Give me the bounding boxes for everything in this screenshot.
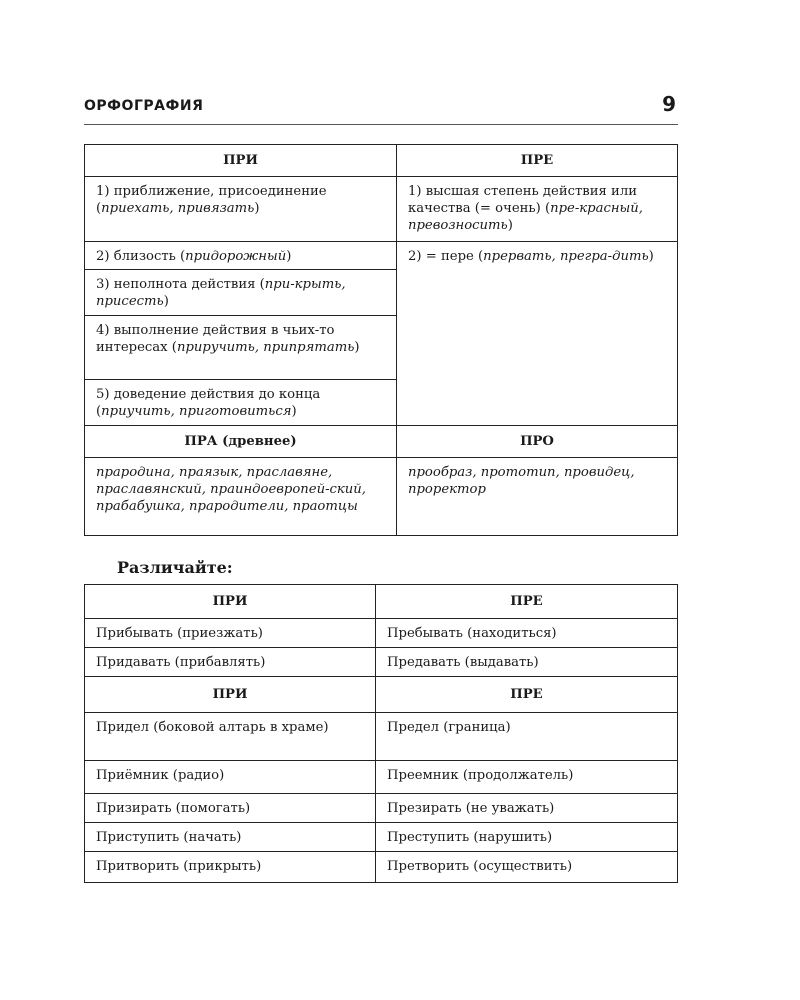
- section-subtitle: Различайте:: [117, 558, 233, 577]
- table-row-pre: Предел (граница): [376, 713, 678, 761]
- header-pre: ПРЕ: [376, 677, 678, 713]
- table-row-pri: Притворить (прикрыть): [85, 852, 376, 883]
- header-pri: ПРИ: [85, 585, 376, 619]
- pro-examples: прообраз, прототип, провидец, проректор: [397, 458, 678, 536]
- table-row-pre: Претворить (осуществить): [376, 852, 678, 883]
- table-row-pri: Призирать (помогать): [85, 794, 376, 823]
- table-row-pri: Придавать (прибавлять): [85, 648, 376, 677]
- header-pro: ПРО: [397, 426, 678, 458]
- header-pre: ПРЕ: [376, 585, 678, 619]
- table-row-pri: Придел (боковой алтарь в храме): [85, 713, 376, 761]
- table-row-pri: Приёмник (радио): [85, 761, 376, 794]
- table-row-pre: Преемник (продолжатель): [376, 761, 678, 794]
- pri-meaning-3: 3) неполнота действия (при-крыть, присесть): [85, 270, 397, 316]
- pra-examples: прародина, праязык, праславяне, праславянский, праиндоевропей-ский, прабабушка, прародители, праотцы: [85, 458, 397, 536]
- header-pra: ПРА (древнее): [85, 426, 397, 458]
- header-pri: ПРИ: [85, 677, 376, 713]
- table-row-pre: Презирать (не уважать): [376, 794, 678, 823]
- chapter-title: ОРФОГРАФИЯ: [84, 98, 204, 114]
- pri-meaning-4: 4) выполнение действия в чьих-то интересах (приручить, припрятать): [85, 316, 397, 380]
- table-row-pri: Приступить (начать): [85, 823, 376, 852]
- table-row-pre: Предавать (выдавать): [376, 648, 678, 677]
- prefix-meaning-table: [84, 144, 678, 536]
- pri-meaning-2: 2) близость (придорожный): [85, 242, 397, 270]
- table-row-pri: Прибывать (приезжать): [85, 619, 376, 648]
- pre-meaning-1: 1) высшая степень действия или качества (= очень) (пре-красный, превозносить): [397, 177, 678, 242]
- table-row-pre: Преступить (нарушить): [376, 823, 678, 852]
- header-pre: ПРЕ: [397, 145, 678, 177]
- pri-pre-distinguish-table: [84, 584, 678, 883]
- pri-meaning-1: 1) приближение, присоединение (приехать, привязать): [85, 177, 397, 242]
- table-row-pre: Пребывать (находиться): [376, 619, 678, 648]
- page-number: 9: [662, 92, 676, 116]
- pri-meaning-5: 5) доведение действия до конца (приучить, приготовиться): [85, 380, 397, 426]
- header-pri: ПРИ: [85, 145, 397, 177]
- pre-meaning-2: 2) = пере (прервать, прегра-дить): [397, 242, 678, 426]
- running-header: [84, 92, 678, 125]
